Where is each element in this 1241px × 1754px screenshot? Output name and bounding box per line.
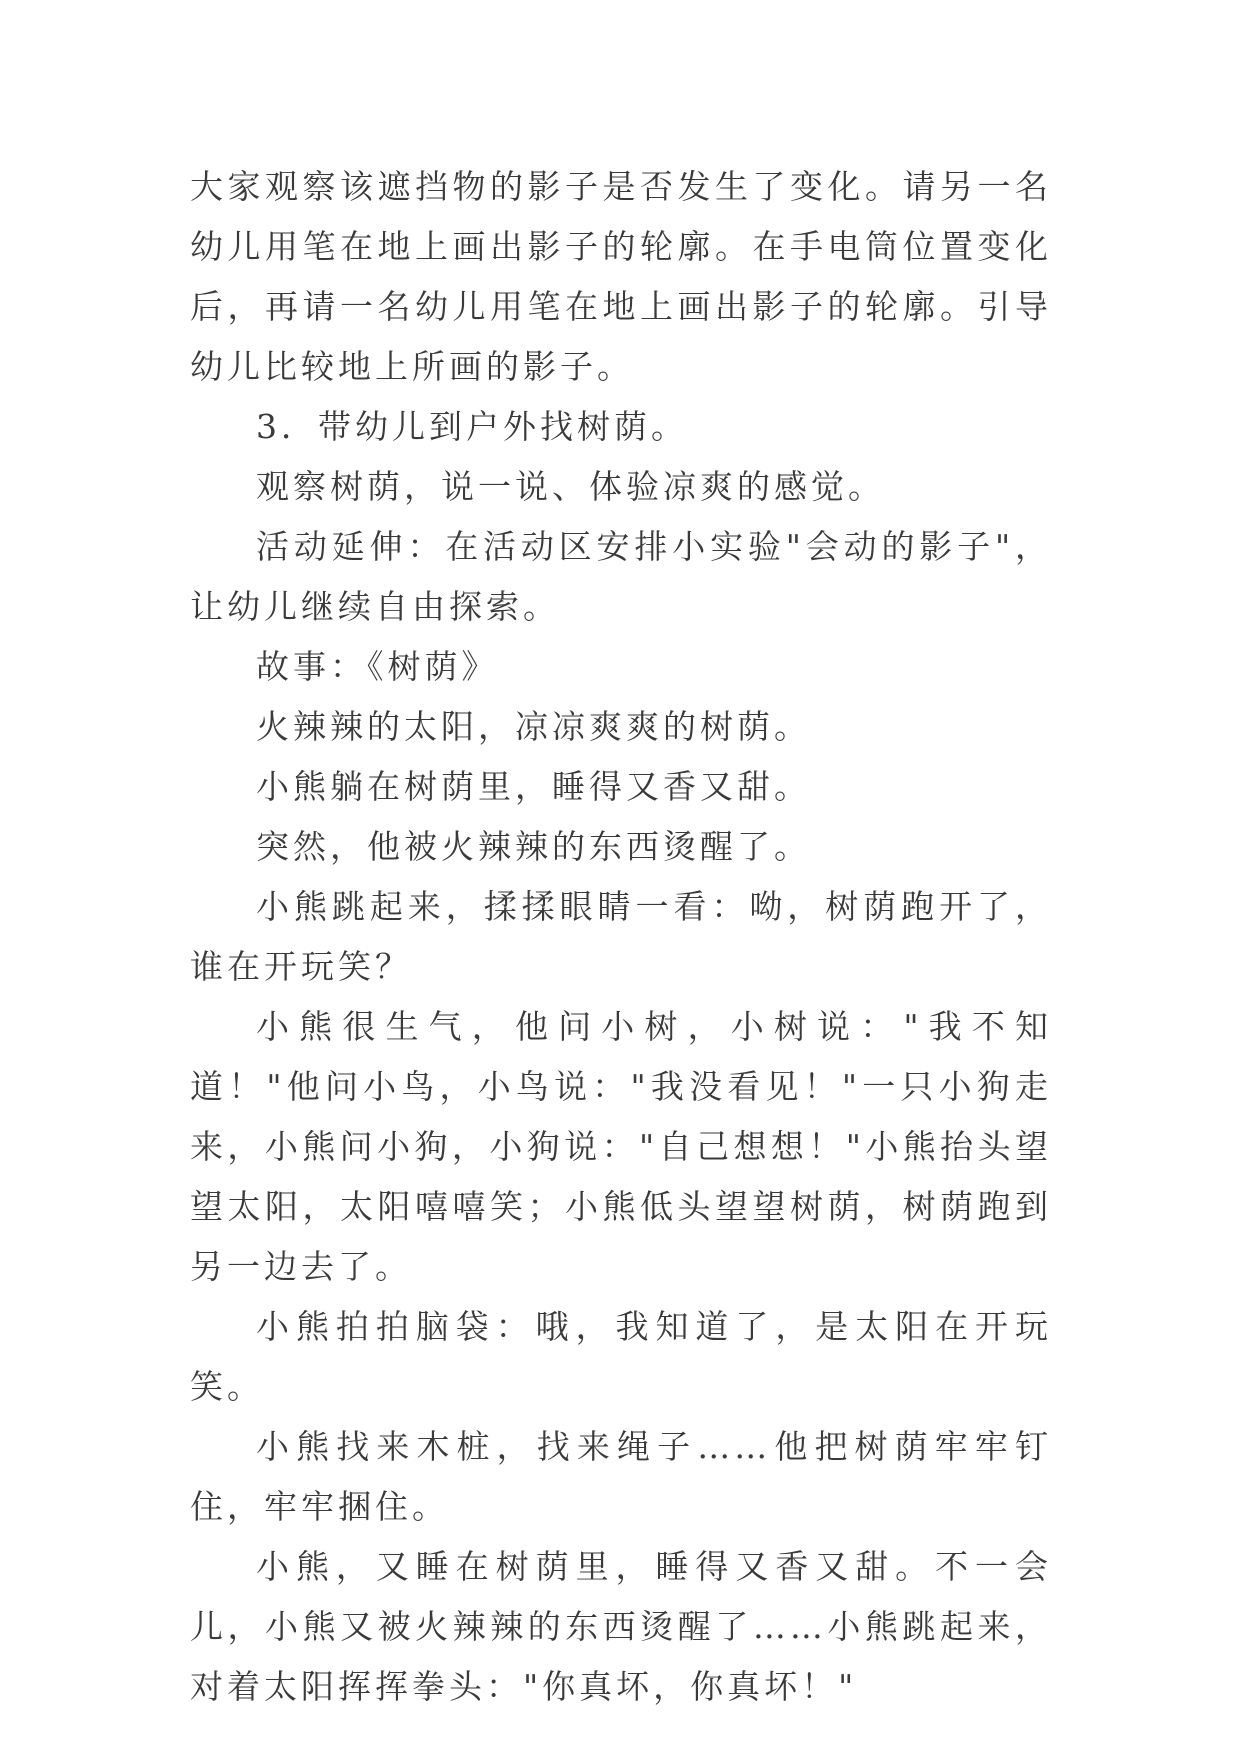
paragraph-step-3: 3．带幼儿到户外找树荫。 bbox=[256, 407, 688, 446]
paragraph-story: 突然，他被火辣辣的东西烫醒了。 bbox=[256, 827, 811, 866]
paragraph-story: 小熊拍拍脑袋：哦，我知道了，是太阳在开玩笑。 bbox=[190, 1307, 1052, 1406]
paragraph-story: 火辣辣的太阳，凉凉爽爽的树荫。 bbox=[256, 707, 811, 746]
paragraph-story: 小熊躺在树荫里，睡得又香又甜。 bbox=[256, 767, 811, 806]
paragraph-continued: 大家观察该遮挡物的影子是否发生了变化。请另一名幼儿用笔在地上画出影子的轮廓。在手电筒位置变化后，再请一名幼儿用笔在地上画出影子的轮廓。引导幼儿比较地上所画的影子。 bbox=[190, 167, 1052, 386]
paragraph-extension: 活动延伸：在活动区安排小实验"会动的影子"，让幼儿继续自由探索。 bbox=[190, 527, 1052, 626]
paragraph-story: 小熊找来木桩，找来绳子……他把树荫牢牢钉住，牢牢捆住。 bbox=[190, 1427, 1052, 1526]
body-text bbox=[190, 157, 1052, 1717]
paragraph-story: 小熊跳起来，揉揉眼睛一看：呦，树荫跑开了，谁在开玩笑？ bbox=[190, 887, 1052, 986]
paragraph-story: 小熊，又睡在树荫里，睡得又香又甜。不一会儿，小熊又被火辣辣的东西烫醒了……小熊跳起来，对着太阳挥挥拳头："你真坏，你真坏！" bbox=[190, 1547, 1052, 1706]
paragraph-observe: 观察树荫，说一说、体验凉爽的感觉。 bbox=[256, 467, 885, 506]
paragraph-story: 小熊很生气，他问小树，小树说："我不知道！"他问小鸟，小鸟说："我没看见！"一只小狗走来，小熊问小狗，小狗说："自己想想！"小熊抬头望望太阳，太阳嘻嘻笑；小熊低头望望树荫，树荫跑到另一边去了。 bbox=[190, 1007, 1052, 1286]
paragraph-story-title: 故事：《树荫》 bbox=[256, 647, 499, 686]
